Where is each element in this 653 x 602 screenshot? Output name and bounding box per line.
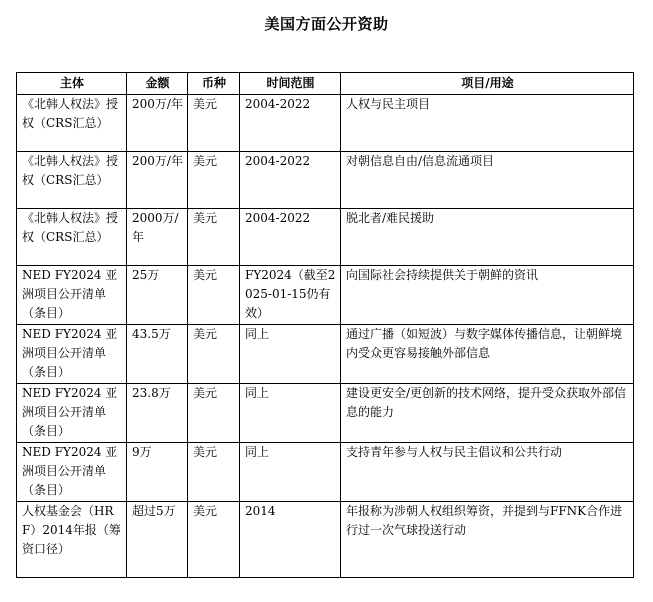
cell-amount: 2000万/年 [127, 209, 188, 266]
cell-subject: NED FY2024 亚洲项目公开清单（条目） [17, 443, 127, 502]
cell-amount: 200万/年 [127, 95, 188, 152]
cell-amount: 200万/年 [127, 152, 188, 209]
table-row [17, 266, 634, 325]
table-row [17, 95, 634, 152]
table-row [17, 443, 634, 502]
cell-currency: 美元 [188, 95, 240, 152]
cell-currency: 美元 [188, 325, 240, 384]
header-subject: 主体 [17, 73, 127, 95]
cell-currency: 美元 [188, 152, 240, 209]
cell-amount: 23.8万 [127, 384, 188, 443]
cell-currency: 美元 [188, 209, 240, 266]
cell-purpose: 对朝信息自由/信息流通项目 [341, 152, 634, 209]
header-period: 时间范围 [240, 73, 341, 95]
cell-amount: 43.5万 [127, 325, 188, 384]
cell-purpose: 通过广播（如短波）与数字媒体传播信息，让朝鲜境内受众更容易接触外部信息 [341, 325, 634, 384]
cell-amount: 25万 [127, 266, 188, 325]
cell-period: 同上 [240, 384, 341, 443]
cell-period: 2014 [240, 502, 341, 578]
cell-subject: 《北韩人权法》授权（CRS汇总） [17, 152, 127, 209]
document-title: 美国方面公开资助 [264, 15, 389, 33]
cell-currency: 美元 [188, 384, 240, 443]
cell-subject: NED FY2024 亚洲项目公开清单（条目） [17, 325, 127, 384]
cell-period: 2004-2022 [240, 209, 341, 266]
cell-period: 同上 [240, 443, 341, 502]
cell-purpose: 年报称为涉朝人权组织筹资，并提到与FFNK合作进行过一次气球投送行动 [341, 502, 634, 578]
header-currency: 币种 [188, 73, 240, 95]
cell-purpose: 脱北者/难民援助 [341, 209, 634, 266]
header-purpose: 项目/用途 [341, 73, 634, 95]
cell-purpose: 人权与民主项目 [341, 95, 634, 152]
table-row [17, 384, 634, 443]
cell-subject: 《北韩人权法》授权（CRS汇总） [17, 95, 127, 152]
cell-purpose: 建设更安全/更创新的技术网络，提升受众获取外部信息的能力 [341, 384, 634, 443]
cell-period: 2004-2022 [240, 95, 341, 152]
cell-subject: 《北韩人权法》授权（CRS汇总） [17, 209, 127, 266]
cell-period: 同上 [240, 325, 341, 384]
cell-currency: 美元 [188, 443, 240, 502]
cell-period: FY2024（截至2025-01-15仍有效） [240, 266, 341, 325]
table-row [17, 325, 634, 384]
table-row [17, 152, 634, 209]
cell-purpose: 支持青年参与人权与民主倡议和公共行动 [341, 443, 634, 502]
header-amount: 金额 [127, 73, 188, 95]
cell-period: 2004-2022 [240, 152, 341, 209]
table-row [17, 502, 634, 578]
cell-amount: 9万 [127, 443, 188, 502]
cell-currency: 美元 [188, 266, 240, 325]
cell-subject: NED FY2024 亚洲项目公开清单（条目） [17, 266, 127, 325]
table-row [17, 209, 634, 266]
table-header-row [17, 73, 634, 95]
cell-amount: 超过5万 [127, 502, 188, 578]
cell-currency: 美元 [188, 502, 240, 578]
funding-table [16, 72, 634, 578]
cell-subject: NED FY2024 亚洲项目公开清单（条目） [17, 384, 127, 443]
cell-purpose: 向国际社会持续提供关于朝鲜的资讯 [341, 266, 634, 325]
cell-subject: 人权基金会（HRF）2014年报（筹资口径） [17, 502, 127, 578]
